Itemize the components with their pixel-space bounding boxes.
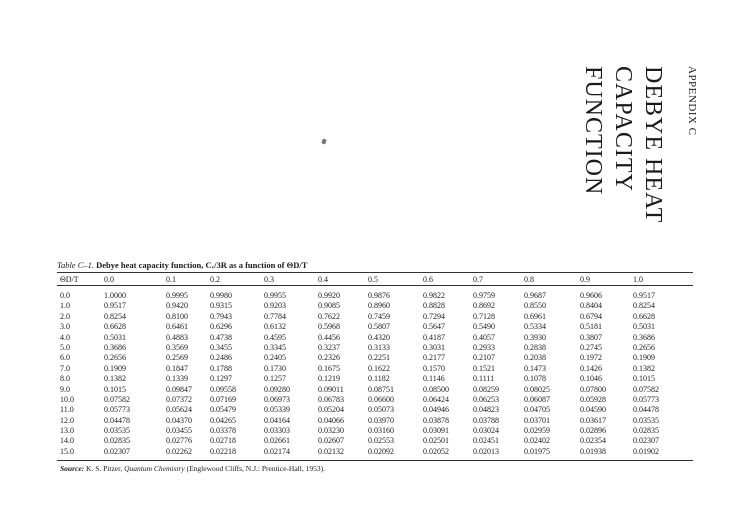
- table-cell: 0.5807: [368, 322, 390, 332]
- table-cell: 0.9876: [368, 291, 390, 300]
- table-cell: 0.6961: [524, 311, 546, 321]
- table-cell: 0.02354: [580, 436, 606, 446]
- table-cell: 0.1426: [580, 363, 602, 373]
- table-cell: 0.1219: [318, 374, 340, 384]
- table-cell: 0.03455: [166, 426, 192, 436]
- source-author: K. S. Pitzer,: [86, 464, 123, 473]
- table-cell: 0.04370: [166, 415, 192, 425]
- table-cell: 0.03878: [423, 415, 449, 425]
- table-cell: 0.09847: [166, 384, 192, 394]
- table-cell: 0.07582: [104, 394, 130, 404]
- table-cell: 0.3237: [318, 342, 340, 352]
- column-header: 0.5: [368, 275, 378, 284]
- table-row: [0, 395, 747, 405]
- table-cell: 0.08751: [368, 384, 394, 394]
- table-cell: 0.06973: [264, 394, 290, 404]
- table-cell: 0.1015: [104, 384, 126, 394]
- table-cell: 0.02959: [524, 426, 550, 436]
- table-cell: 0.4320: [368, 332, 390, 342]
- table-cell: 0.4883: [166, 332, 188, 342]
- table-cell: 0.8692: [473, 301, 495, 311]
- table-cell: 0.2656: [104, 353, 126, 363]
- column-header: 0.9: [580, 275, 590, 284]
- table-cell: 0.02132: [318, 446, 344, 456]
- table-cell: 0.7943: [210, 311, 232, 321]
- table-cell: 0.1111: [473, 374, 495, 384]
- table-cell: 0.02661: [264, 436, 290, 446]
- row-header-cell: ΘD/T: [60, 275, 79, 284]
- table-cell: 0.9203: [264, 301, 286, 311]
- table-cell: 0.6628: [633, 311, 655, 321]
- table-row: [0, 291, 747, 301]
- table-row: [0, 301, 747, 311]
- table-cell: 0.5031: [633, 322, 655, 332]
- table-cell: 0.3807: [580, 332, 602, 342]
- table-cell: 0.5031: [104, 332, 126, 342]
- table-cell: 0.3133: [368, 342, 390, 352]
- table-cell: 0.2745: [580, 342, 602, 352]
- column-header: 0.4: [318, 275, 328, 284]
- table-cell: 0.09280: [264, 384, 290, 394]
- table-cell: 0.03970: [368, 415, 394, 425]
- table-cell: 0.07372: [166, 394, 192, 404]
- table-cell: 0.04164: [264, 415, 290, 425]
- table-row: [0, 322, 747, 332]
- table-cell: 0.03617: [580, 415, 606, 425]
- caption-label: Table C–1.: [57, 260, 95, 270]
- table-cell: 0.6628: [104, 322, 126, 332]
- table-cell: 0.1257: [264, 374, 286, 384]
- table-cell: 0.7459: [368, 311, 390, 321]
- row-label: 4.0: [60, 332, 70, 342]
- table-cell: 0.05479: [210, 405, 236, 415]
- table-cell: 0.02553: [368, 436, 394, 446]
- table-cell: 0.02307: [104, 446, 130, 456]
- source-label: Source:: [60, 464, 85, 473]
- column-header: 0.0: [104, 275, 114, 284]
- table-cell: 0.02835: [633, 426, 659, 436]
- table-cell: 0.1788: [210, 363, 232, 373]
- table-cell: 0.2838: [524, 342, 546, 352]
- table-cell: 0.06087: [524, 394, 550, 404]
- row-label: 13.0: [60, 426, 74, 436]
- table-cell: 0.09011: [318, 384, 344, 394]
- row-label: 14.0: [60, 436, 74, 446]
- table-row: [0, 416, 747, 426]
- table-cell: 0.08500: [423, 384, 449, 394]
- table-cell: 0.9085: [318, 301, 340, 311]
- table-cell: 0.6794: [580, 311, 602, 321]
- table-row: [0, 374, 747, 384]
- table-cell: 0.08025: [524, 384, 550, 394]
- row-label: 0.0: [60, 291, 70, 300]
- table-cell: 0.5968: [318, 322, 340, 332]
- table-header-rule: [57, 285, 693, 286]
- table-cell: 0.02218: [210, 446, 236, 456]
- table-cell: 0.1382: [104, 374, 126, 384]
- table-cell: 0.07800: [580, 384, 606, 394]
- row-label: 11.0: [60, 405, 74, 415]
- table-cell: 0.02835: [104, 436, 130, 446]
- table-cell: 0.03701: [524, 415, 550, 425]
- table-cell: 0.5490: [473, 322, 495, 332]
- table-cell: 0.9759: [473, 291, 495, 300]
- table-cell: 0.2107: [473, 353, 495, 363]
- table-cell: 0.1521: [473, 363, 495, 373]
- table-cell: 0.03024: [473, 426, 499, 436]
- table-cell: 0.2569: [166, 353, 188, 363]
- table-cell: 0.03160: [368, 426, 394, 436]
- table-cell: 0.03378: [210, 426, 236, 436]
- source-note: [60, 464, 325, 473]
- table-cell: 0.05624: [166, 405, 192, 415]
- table-cell: 0.01938: [580, 446, 606, 456]
- table-cell: 0.7294: [423, 311, 445, 321]
- table-cell: 0.6132: [264, 322, 286, 332]
- table-cell: 0.06253: [473, 394, 499, 404]
- table-cell: 0.9420: [166, 301, 188, 311]
- table-cell: 0.7784: [264, 311, 286, 321]
- table-cell: 0.1339: [166, 374, 188, 384]
- table-cell: 0.3930: [524, 332, 546, 342]
- table-row: [0, 364, 747, 374]
- table-row: [0, 353, 747, 363]
- table-cell: 0.1622: [368, 363, 390, 373]
- table-cell: 0.02451: [473, 436, 499, 446]
- table-cell: 0.03303: [264, 426, 290, 436]
- table-cell: 0.2177: [423, 353, 445, 363]
- table-cell: 0.7622: [318, 311, 340, 321]
- table-cell: 0.04705: [524, 405, 550, 415]
- table-cell: 0.02174: [264, 446, 290, 456]
- table-cell: 0.02052: [423, 446, 449, 456]
- table-cell: 0.05773: [104, 405, 130, 415]
- row-label: 10.0: [60, 394, 74, 404]
- table-cell: 0.08259: [473, 384, 499, 394]
- row-label: 5.0: [60, 342, 70, 352]
- scan-speck: [321, 138, 326, 144]
- table-row: [0, 385, 747, 395]
- source-publisher: (Englewood Cliffs, N.J.: Prentice-Hall, 1953).: [186, 464, 325, 473]
- table-cell: 0.8550: [524, 301, 546, 311]
- title-line-3: FUNCTION: [580, 66, 606, 196]
- table-cell: 0.02092: [368, 446, 394, 456]
- table-cell: 0.2326: [318, 353, 340, 363]
- table-cell: 0.4595: [264, 332, 286, 342]
- table-cell: 0.9606: [580, 291, 602, 300]
- title-line-2: CAPACITY: [610, 66, 636, 192]
- table-top-rule: [57, 272, 693, 273]
- table-cell: 0.8254: [633, 301, 655, 311]
- table-cell: 0.1015: [633, 374, 655, 384]
- table-cell: 0.05073: [368, 405, 394, 415]
- table-cell: 0.5334: [524, 322, 546, 332]
- table-cell: 0.03535: [633, 415, 659, 425]
- table-row: [0, 436, 747, 446]
- table-cell: 0.06424: [423, 394, 449, 404]
- table-cell: 0.9980: [210, 291, 232, 300]
- column-header: 0.1: [166, 275, 176, 284]
- row-label: 8.0: [60, 374, 70, 384]
- table-cell: 0.1909: [633, 353, 655, 363]
- table-cell: 0.2933: [473, 342, 495, 352]
- table-cell: 0.04946: [423, 405, 449, 415]
- table-body: [0, 291, 747, 457]
- table-row: [0, 343, 747, 353]
- table-cell: 0.1146: [423, 374, 445, 384]
- table-cell: 0.1078: [524, 374, 546, 384]
- table-cell: 0.1382: [633, 363, 655, 373]
- table-row: [0, 447, 747, 457]
- table-cell: 0.02013: [473, 446, 499, 456]
- table-cell: 0.3569: [166, 342, 188, 352]
- table-row: [0, 405, 747, 415]
- row-label: 7.0: [60, 363, 70, 373]
- table-cell: 0.2405: [264, 353, 286, 363]
- table-cell: 1.0000: [104, 291, 126, 300]
- table-cell: 0.1297: [210, 374, 232, 384]
- table-cell: 0.04066: [318, 415, 344, 425]
- column-header: 0.8: [524, 275, 534, 284]
- table-row: [0, 426, 747, 436]
- table-cell: 0.07169: [210, 394, 236, 404]
- table-cell: 0.1570: [423, 363, 445, 373]
- row-label: 1.0: [60, 301, 70, 311]
- table-cell: 0.9517: [104, 301, 126, 311]
- table-cell: 0.09558: [210, 384, 236, 394]
- table-cell: 0.03091: [423, 426, 449, 436]
- table-cell: 0.04823: [473, 405, 499, 415]
- table-cell: 0.3031: [423, 342, 445, 352]
- table-cell: 0.1972: [580, 353, 602, 363]
- table-cell: 0.2038: [524, 353, 546, 363]
- table-cell: 0.5181: [580, 322, 602, 332]
- table-cell: 0.9995: [166, 291, 188, 300]
- table-cell: 0.1473: [524, 363, 546, 373]
- table-row: [0, 312, 747, 322]
- table-cell: 0.8960: [368, 301, 390, 311]
- table-cell: 0.03230: [318, 426, 344, 436]
- table-cell: 0.2486: [210, 353, 232, 363]
- column-header: 1.0: [633, 275, 643, 284]
- table-cell: 0.05928: [580, 394, 606, 404]
- row-label: 6.0: [60, 353, 70, 363]
- row-label: 2.0: [60, 311, 70, 321]
- table-cell: 0.1909: [104, 363, 126, 373]
- row-label: 3.0: [60, 322, 70, 332]
- table-cell: 0.02262: [166, 446, 192, 456]
- table-cell: 0.4456: [318, 332, 340, 342]
- table-cell: 0.02501: [423, 436, 449, 446]
- table-cell: 0.9822: [423, 291, 445, 300]
- table-cell: 0.4057: [473, 332, 495, 342]
- table-cell: 0.02776: [166, 436, 192, 446]
- table-bottom-rule: [57, 460, 693, 461]
- table-cell: 0.02607: [318, 436, 344, 446]
- table-cell: 0.4187: [423, 332, 445, 342]
- table-cell: 0.3686: [104, 342, 126, 352]
- table-cell: 0.3345: [264, 342, 286, 352]
- table-cell: 0.8404: [580, 301, 602, 311]
- table-cell: 0.4738: [210, 332, 232, 342]
- table-cell: 0.01902: [633, 446, 659, 456]
- table-cell: 0.9315: [210, 301, 232, 311]
- row-label: 12.0: [60, 415, 74, 425]
- table-cell: 0.1046: [580, 374, 602, 384]
- table-cell: 0.03535: [104, 426, 130, 436]
- table-cell: 0.8100: [166, 311, 188, 321]
- table-cell: 0.02718: [210, 436, 236, 446]
- caption-text: Debye heat capacity function, Cᵥ/3R as a function of ΘD/T: [96, 260, 308, 270]
- column-header: 0.2: [210, 275, 220, 284]
- table-cell: 0.1847: [166, 363, 188, 373]
- table-cell: 0.05773: [633, 394, 659, 404]
- table-cell: 0.04478: [633, 405, 659, 415]
- table-cell: 0.02307: [633, 436, 659, 446]
- table-cell: 0.9687: [524, 291, 546, 300]
- table-cell: 0.06783: [318, 394, 344, 404]
- table-cell: 0.9517: [633, 291, 655, 300]
- table-cell: 0.3455: [210, 342, 232, 352]
- table-cell: 0.1182: [368, 374, 390, 384]
- table-cell: 0.9955: [264, 291, 286, 300]
- table-cell: 0.02896: [580, 426, 606, 436]
- source-book: Quantum Chemistry: [124, 464, 185, 473]
- table-cell: 0.5647: [423, 322, 445, 332]
- table-cell: 0.8828: [423, 301, 445, 311]
- column-header: 0.6: [423, 275, 433, 284]
- title-line-1: DEBYE HEAT: [640, 66, 666, 224]
- column-header: 0.7: [473, 275, 483, 284]
- table-cell: 0.04590: [580, 405, 606, 415]
- table-cell: 0.06600: [368, 394, 394, 404]
- row-label: 9.0: [60, 384, 70, 394]
- table-cell: 0.07582: [633, 384, 659, 394]
- table-cell: 0.01975: [524, 446, 550, 456]
- table-cell: 0.04265: [210, 415, 236, 425]
- table-cell: 0.04478: [104, 415, 130, 425]
- table-cell: 0.1730: [264, 363, 286, 373]
- table-header-row: [0, 275, 747, 285]
- table-cell: 0.6461: [166, 322, 188, 332]
- table-cell: 0.03788: [473, 415, 499, 425]
- table-cell: 0.8254: [104, 311, 126, 321]
- table-cell: 0.6296: [210, 322, 232, 332]
- table-cell: 0.7128: [473, 311, 495, 321]
- column-header: 0.3: [264, 275, 274, 284]
- table-cell: 0.05339: [264, 405, 290, 415]
- table-row: [0, 333, 747, 343]
- table-cell: 0.2656: [633, 342, 655, 352]
- table-cell: 0.9920: [318, 291, 340, 300]
- table-cell: 0.05204: [318, 405, 344, 415]
- table-cell: 0.1675: [318, 363, 340, 373]
- table-cell: 0.02402: [524, 436, 550, 446]
- table-cell: 0.3686: [633, 332, 655, 342]
- appendix-label: APPENDIX C: [686, 66, 698, 136]
- row-label: 15.0: [60, 446, 74, 456]
- table-cell: 0.2251: [368, 353, 390, 363]
- table-caption: [57, 260, 307, 270]
